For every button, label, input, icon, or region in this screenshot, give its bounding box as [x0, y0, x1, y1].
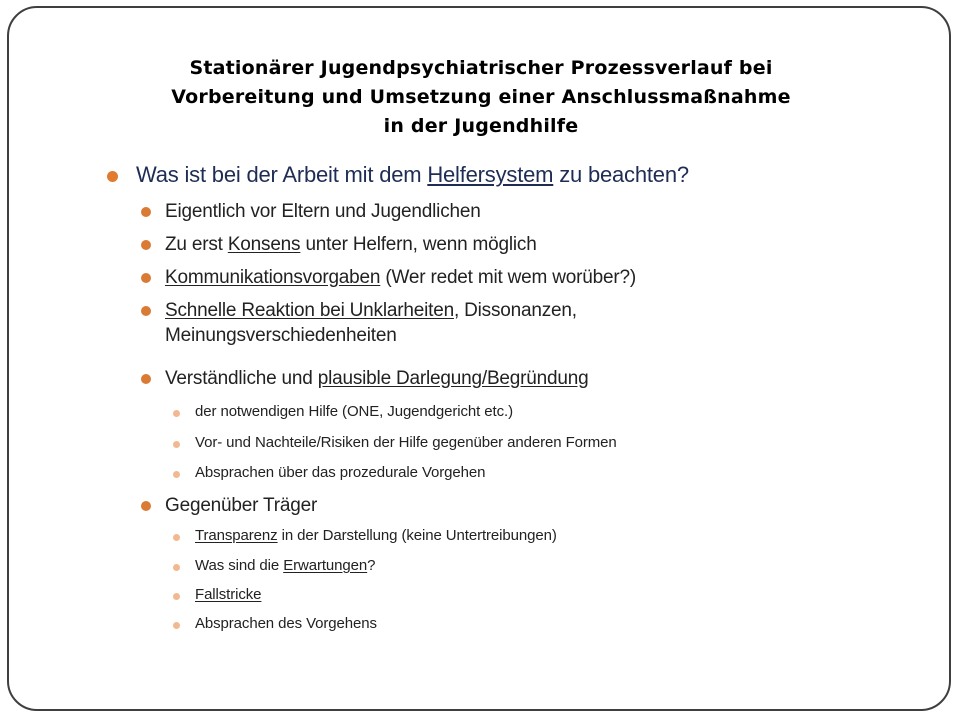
- sub-point-transparenz: [195, 527, 557, 544]
- point-text: , Dissonanzen,: [453, 300, 577, 321]
- sub-point-hilfe: der notwendigen Hilfe (ONE, Jugendgericht etc.): [195, 403, 513, 420]
- point-eltern: Eigentlich vor Eltern und Jugendlichen: [165, 201, 481, 222]
- sub-point-fallstricke: [195, 586, 261, 603]
- transparenz-link[interactable]: Transparenz: [195, 527, 278, 544]
- bullet-icon: [173, 564, 180, 571]
- fallstricke-link[interactable]: Fallstricke: [195, 586, 262, 603]
- bullet-icon: [173, 410, 180, 417]
- point-reaktion: [165, 298, 577, 323]
- sub-point-risiken: Vor- und Nachteile/Risiken der Hilfe gegenüber anderen Formen: [195, 434, 617, 451]
- kommunikationsvorgaben-link[interactable]: Kommunikationsvorgaben: [165, 267, 381, 288]
- bullet-icon: [141, 273, 151, 283]
- sub-point-vorgehen: Absprachen des Vorgehens: [195, 615, 377, 632]
- bullet-icon: [141, 207, 151, 217]
- bullet-icon: [141, 501, 151, 511]
- bullet-icon: [173, 622, 180, 629]
- bullet-icon: [173, 471, 180, 478]
- bullet-icon: [141, 374, 151, 384]
- point-text: Was sind die: [195, 557, 284, 574]
- main-question: [136, 162, 689, 188]
- sub-point-absprachen: Absprachen über das prozedurale Vorgehen: [195, 464, 486, 481]
- sub-point-erwartungen: [195, 557, 375, 574]
- bullet-icon: [141, 306, 151, 316]
- bullet-icon: [173, 593, 180, 600]
- main-question-text: Was ist bei der Arbeit mit dem: [136, 162, 428, 187]
- title-line-2: Vorbereitung und Umsetzung einer Anschlussmaßnahme: [171, 86, 791, 108]
- point-text: Zu erst: [165, 234, 228, 255]
- reaktion-link[interactable]: Schnelle Reaktion bei Unklarheiten: [165, 300, 454, 321]
- point-konsens: [165, 232, 537, 257]
- point-text: Verständliche und: [165, 368, 318, 389]
- title-line-3: in der Jugendhilfe: [383, 115, 579, 137]
- point-text: (Wer redet mit wem worüber?): [380, 267, 636, 288]
- bullet-icon: [173, 441, 180, 448]
- darlegung-link[interactable]: plausible Darlegung/Begründung: [317, 368, 589, 389]
- point-reaktion-line2: Meinungsverschiedenheiten: [165, 325, 397, 346]
- point-darlegung: [165, 366, 589, 391]
- point-text: unter Helfern, wenn möglich: [300, 234, 537, 255]
- bullet-icon: [141, 240, 151, 250]
- slide-content: [9, 8, 953, 713]
- main-question-end: zu beachten?: [553, 162, 689, 187]
- bullet-icon: [107, 171, 118, 182]
- point-text: ?: [367, 557, 376, 574]
- title-line-1: Stationärer Jugendpsychiatrischer Prozessverlauf bei: [189, 57, 773, 79]
- slide-frame: [7, 6, 951, 711]
- point-text: in der Darstellung (keine Untertreibungen): [277, 527, 557, 544]
- point-kommunikation: [165, 265, 636, 290]
- konsens-link[interactable]: Konsens: [227, 234, 301, 255]
- point-traeger: Gegenüber Träger: [165, 495, 318, 516]
- helfersystem-link[interactable]: Helfersystem: [427, 162, 554, 187]
- bullet-icon: [173, 534, 180, 541]
- erwartungen-link[interactable]: Erwartungen: [283, 557, 368, 574]
